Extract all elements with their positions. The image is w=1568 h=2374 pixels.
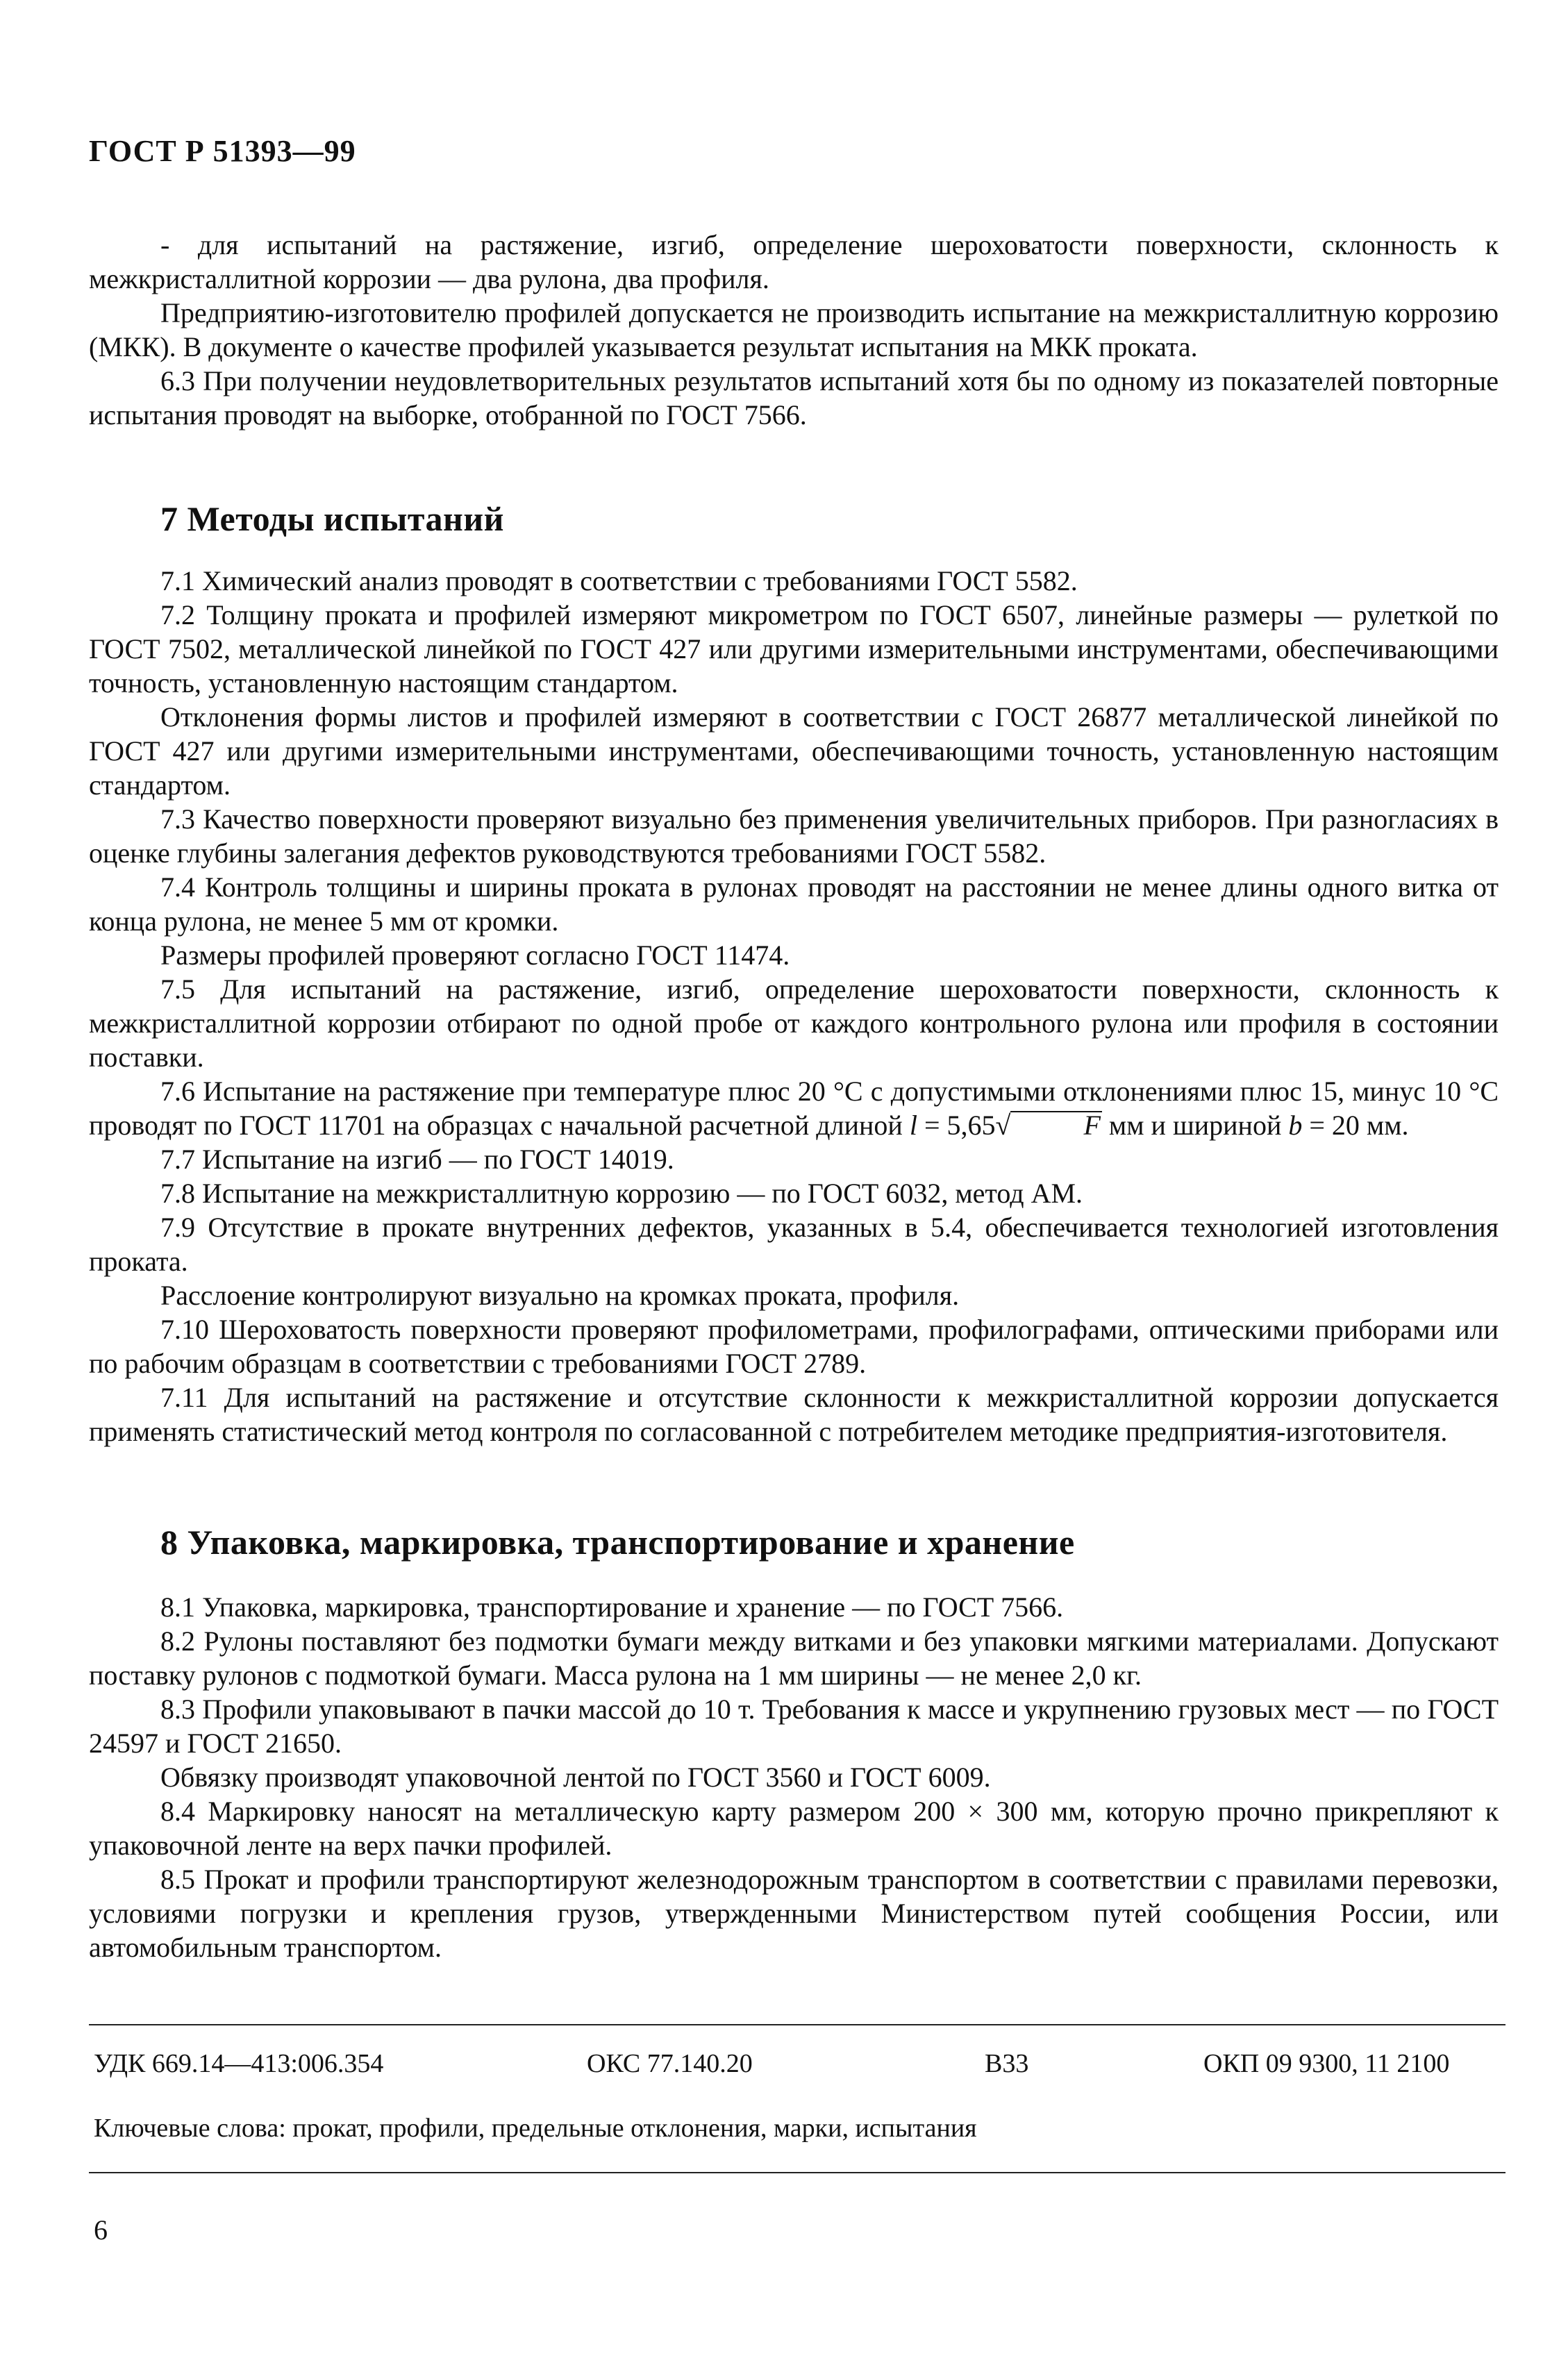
section-8-paragraph: 8.1 Упаковка, маркировка, транспортирование и хранение — по ГОСТ 7566. [160, 1591, 1064, 1623]
document-header: ГОСТ Р 51393—99 [89, 134, 356, 168]
length-variable: l [909, 1110, 917, 1141]
p76-equation: = 5,65 [917, 1110, 996, 1141]
section-7-paragraph: 7.7 Испытание на изгиб — по ГОСТ 14019. [160, 1144, 674, 1175]
classification-code: В33 [985, 2049, 1029, 2078]
section-7-paragraph: Расслоение контролируют визуально на кромках проката, профиля. [160, 1280, 960, 1311]
oks-code: ОКС 77.140.20 [587, 2049, 753, 2078]
intro-paragraph: Предприятию-изготовителю профилей допускается не производить испытание на межкристаллитную коррозию (МКК). В документе о качестве профилей указывается результат испытания на МКК проката. [89, 297, 1499, 362]
section-7-paragraph: 7.4 Контроль толщины и ширины проката в рулонах проводят на расстоянии не менее длины одного витка от конца рулона, не менее 5 мм от кромки. [89, 871, 1499, 937]
intro-paragraph: - для испытаний на растяжение, изгиб, определение шероховатости поверхности, склонность к межкристаллитной коррозии — два рулона, два профиля. [89, 229, 1499, 294]
section-7-body [89, 564, 1499, 1448]
p76-text-before: 7.6 Испытание на растяжение при температуре плюс 20 °C с допустимыми отклонениями плюс 15, минус 10 °C проводят по ГОСТ 11701 на образцах с начальной расчетной длиной [89, 1076, 1499, 1141]
p76-text-mid: мм и шириной [1101, 1110, 1289, 1141]
area-variable: F [1010, 1111, 1101, 1139]
footer-rule-bottom [89, 2172, 1506, 2173]
section-7-title: 7 Методы испытаний [160, 499, 504, 538]
section-7-paragraph: 7.5 Для испытаний на растяжение, изгиб, определение шероховатости поверхности, склонность к межкристаллитной коррозии отбирают по одной пробе от каждого контрольного рулона или профиля в состоянии поставки. [89, 973, 1499, 1073]
section-8-paragraph: 8.4 Маркировку наносят на металлическую карту размером 200 × 300 мм, которую прочно прикрепляют к упаковочной ленте на верх пачки профилей. [89, 1796, 1499, 1861]
section-8-paragraph: 8.5 Прокат и профили транспортируют железнодорожным транспортом в соответствии с правилами перевозки, условиями погрузки и крепления грузов, утвержденными Министерством путей сообщения России, или автомобильным транспортом. [89, 1864, 1499, 1963]
intro-paragraph: 6.3 При получении неудовлетворительных результатов испытаний хотя бы по одному из показателей повторные испытания проводят на выборке, отобранной по ГОСТ 7566. [89, 365, 1499, 431]
section-8-paragraph: Обвязку производят упаковочной лентой по ГОСТ 3560 и ГОСТ 6009. [160, 1762, 991, 1793]
section-7-paragraph: Размеры профилей проверяют согласно ГОСТ 11474. [160, 939, 790, 971]
section-7-paragraph: 7.11 Для испытаний на растяжение и отсутствие склонности к межкристаллитной коррозии допускается применять статистический метод контроля по согласованной с потребителем методике предприятия-изготовителя. [89, 1382, 1499, 1447]
sqrt-sign: √ [995, 1110, 1011, 1141]
section-7-paragraph: 7.2 Толщину проката и профилей измеряют микрометром по ГОСТ 6507, линейные размеры — рулеткой по ГОСТ 7502, металлической линейкой по ГОСТ 427 или другими измерительными инструментами, обеспечивающими точность, установленную настоящим стандартом. [89, 599, 1499, 699]
footer-rule-top [89, 2024, 1506, 2025]
section-7-paragraph: 7.8 Испытание на межкристаллитную коррозию — по ГОСТ 6032, метод АМ. [160, 1178, 1083, 1209]
page-number: 6 [94, 2214, 108, 2246]
okp-code: ОКП 09 9300, 11 2100 [1203, 2049, 1450, 2078]
section-8-body [89, 1590, 1499, 1964]
section-7-paragraph: 7.3 Качество поверхности проверяют визуально без применения увеличительных приборов. При разногласиях в оценке глубины залегания дефектов руководствуются требованиями ГОСТ 5582. [89, 803, 1499, 869]
section-7-paragraph: Отклонения формы листов и профилей измеряют в соответствии с ГОСТ 26877 металлической линейкой по ГОСТ 427 или другими измерительными инструментами, обеспечивающими точность, установленную настоящим стандартом. [89, 701, 1499, 801]
section-7-paragraph: 7.1 Химический анализ проводят в соответствии с требованиями ГОСТ 5582. [160, 565, 1078, 596]
width-variable: b [1288, 1110, 1303, 1141]
section-8-paragraph: 8.3 Профили упаковывают в пачки массой до 10 т. Требования к массе и укрупнению грузовых мест — по ГОСТ 24597 и ГОСТ 21650. [89, 1694, 1499, 1759]
udk-code: УДК 669.14—413:006.354 [94, 2049, 384, 2078]
section-7-paragraph: 7.9 Отсутствие в прокате внутренних дефектов, указанных в 5.4, обеспечивается технологией изготовления проката. [89, 1212, 1499, 1277]
section-8-title: 8 Упаковка, маркировка, транспортирование и хранение [160, 1523, 1075, 1562]
keywords: Ключевые слова: прокат, профили, предельные отклонения, марки, испытания [94, 2114, 977, 2143]
paragraph-7-6 [89, 1074, 1499, 1142]
section-7-paragraph: 7.10 Шероховатость поверхности проверяют профилометрами, профилографами, оптическими приборами или по рабочим образцам в соответствии с требованиями ГОСТ 2789. [89, 1314, 1499, 1379]
section-8-paragraph: 8.2 Рулоны поставляют без подмотки бумаги между витками и без упаковки мягкими материалами. Допускают поставку рулонов с подмоткой бумаги. Масса рулона на 1 мм ширины — не менее 2,0 кг. [89, 1625, 1499, 1691]
intro-block [89, 228, 1499, 432]
p76-text-after: = 20 мм. [1302, 1110, 1409, 1141]
